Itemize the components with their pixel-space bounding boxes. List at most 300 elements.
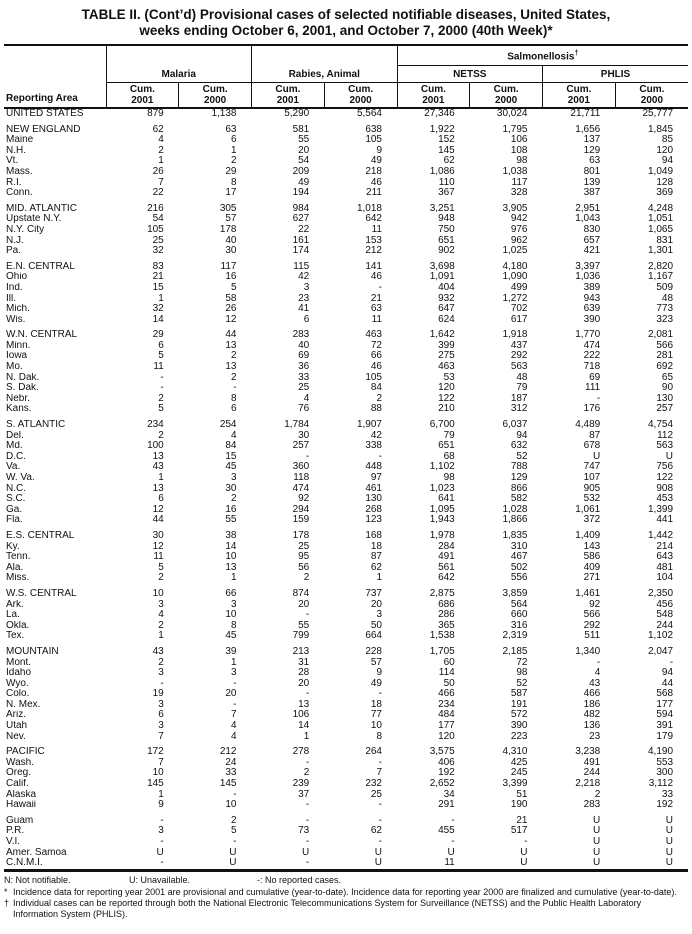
value-cell: 421: [583, 246, 601, 257]
value-cell: 136: [583, 721, 601, 732]
value-cell: 123: [365, 515, 382, 526]
value-cell: 4,180: [502, 261, 528, 272]
value-cell: 643: [656, 552, 674, 563]
value-cell: 831: [656, 235, 674, 246]
table-row: [4, 658, 688, 669]
value-cell: 120: [438, 383, 455, 394]
value-cell: 1: [303, 731, 310, 742]
value-cell: 984: [292, 203, 310, 214]
value-cell: 300: [656, 768, 674, 779]
value-cell: 10: [370, 721, 382, 732]
value-cell: 178: [292, 530, 310, 541]
value-cell: 499: [510, 282, 528, 293]
value-cell: 50: [370, 620, 382, 631]
reporting-area-cell: V.I.: [6, 837, 21, 847]
value-cell: 1,036: [575, 272, 601, 283]
reporting-area-label: Reporting Area: [6, 93, 78, 104]
reporting-area-cell: Md.: [6, 441, 23, 452]
table-row: [4, 600, 688, 611]
table-row: [4, 167, 688, 178]
value-cell: 37: [298, 789, 310, 800]
value-cell: 2: [158, 393, 164, 404]
value-cell: 22: [298, 224, 310, 235]
value-cell: 42: [298, 272, 310, 283]
value-cell: 33: [661, 789, 674, 800]
reporting-area-cell: Hawaii: [6, 800, 37, 811]
value-cell: U: [665, 826, 674, 837]
value-cell: 66: [370, 351, 382, 362]
value-cell: 747: [583, 462, 601, 473]
value-cell: 4,489: [575, 420, 601, 431]
value-cell: 92: [589, 599, 601, 610]
value-cell: 153: [365, 235, 382, 246]
value-cell: 9: [376, 145, 382, 156]
value-cell: 52: [516, 451, 528, 462]
value-cell: 46: [370, 362, 382, 373]
value-cell: 737: [365, 588, 382, 599]
value-cell: 9: [376, 668, 382, 679]
value-cell: 338: [365, 441, 382, 452]
value-cell: 517: [510, 826, 528, 837]
reporting-area-cell: N.H.: [6, 145, 26, 156]
reporting-area-cell: Tex.: [6, 631, 25, 642]
reporting-area-cell: Nev.: [6, 731, 26, 742]
value-cell: 105: [365, 372, 382, 383]
value-cell: 1,656: [575, 124, 601, 135]
table-body: [4, 108, 688, 870]
value-cell: 244: [656, 620, 674, 631]
value-cell: 29: [152, 330, 164, 341]
value-cell: 29: [225, 166, 237, 177]
group-header-rabies-animal: Rabies, Animal: [252, 65, 398, 82]
value-cell: 33: [225, 768, 237, 779]
table-row: [4, 404, 688, 415]
value-cell: 905: [583, 483, 601, 494]
reporting-area-cell: Oreg.: [6, 768, 32, 779]
value-cell: 664: [365, 631, 382, 642]
table-row: [4, 462, 688, 473]
value-cell: 632: [510, 441, 528, 452]
value-cell: 638: [365, 124, 382, 135]
value-cell: 145: [147, 779, 164, 790]
group-header-malaria: Malaria: [106, 65, 252, 82]
value-cell: 20: [225, 689, 237, 700]
value-cell: 14: [152, 314, 164, 325]
value-cell: 177: [656, 699, 674, 710]
value-cell: 264: [365, 747, 382, 758]
value-cell: 1,399: [648, 504, 674, 515]
reporting-area-cell: Mass.: [6, 166, 33, 177]
column-header-cum-2001: Cum. 2001: [397, 82, 470, 108]
value-cell: 218: [365, 166, 382, 177]
value-cell: 40: [298, 340, 310, 351]
value-cell: 678: [583, 441, 601, 452]
value-cell: 117: [511, 177, 528, 188]
value-cell: 1,138: [211, 108, 237, 119]
value-cell: -: [160, 858, 164, 869]
value-cell: -: [160, 815, 164, 826]
reporting-area-cell: Tenn.: [6, 552, 31, 563]
value-cell: 491: [583, 757, 601, 768]
table-row: [4, 146, 688, 157]
value-cell: 1,918: [502, 330, 528, 341]
value-cell: 2,652: [429, 779, 455, 790]
value-cell: 186: [583, 699, 601, 710]
value-cell: 3: [158, 699, 164, 710]
value-cell: -: [669, 657, 674, 668]
value-cell: 390: [583, 314, 601, 325]
value-cell: 214: [656, 541, 674, 552]
value-cell: 44: [661, 678, 674, 689]
value-cell: 799: [292, 631, 310, 642]
table-row: [4, 515, 688, 526]
value-cell: 129: [510, 473, 528, 483]
value-cell: 1,301: [648, 246, 674, 257]
value-cell: 866: [510, 483, 528, 494]
reporting-area-cell: S.C.: [6, 494, 26, 505]
value-cell: 2: [230, 815, 237, 826]
value-cell: 178: [219, 224, 237, 235]
value-cell: -: [378, 757, 382, 768]
value-cell: 26: [225, 304, 237, 315]
value-cell: U: [229, 847, 237, 858]
value-cell: 1,340: [575, 646, 601, 657]
table-row: [4, 573, 688, 584]
footnote-star-symbol: *: [4, 886, 8, 897]
value-cell: 1,943: [429, 515, 455, 526]
value-cell: -: [378, 800, 382, 811]
value-cell: 283: [292, 330, 310, 341]
value-cell: 30: [225, 483, 237, 494]
value-cell: 1,784: [284, 420, 310, 431]
value-cell: 8: [230, 620, 237, 631]
value-cell: 1,061: [575, 504, 601, 515]
value-cell: 3: [158, 826, 164, 837]
value-cell: 32: [152, 246, 164, 257]
value-cell: 43: [152, 646, 164, 657]
value-cell: U: [374, 847, 382, 858]
value-cell: 79: [516, 383, 528, 394]
value-cell: 16: [225, 504, 237, 515]
table-row: [4, 341, 688, 352]
value-cell: 3,905: [502, 203, 528, 214]
value-cell: -: [305, 451, 310, 462]
value-cell: 48: [516, 372, 528, 383]
value-cell: 12: [152, 504, 164, 515]
value-cell: 3,859: [502, 588, 528, 599]
reporting-area-cell: Amer. Samoa: [6, 847, 67, 858]
reporting-area-cell: Calif.: [6, 779, 29, 790]
table-row: [4, 494, 688, 505]
value-cell: 425: [510, 757, 528, 768]
value-cell: 30,024: [496, 108, 528, 119]
reporting-area-cell: UNITED STATES: [6, 108, 84, 119]
value-cell: 2: [158, 430, 164, 441]
reporting-area-cell: Del.: [6, 430, 24, 441]
value-cell: 455: [438, 826, 455, 837]
value-cell: 110: [438, 177, 455, 188]
value-cell: 3: [158, 721, 164, 732]
value-cell: 406: [438, 757, 455, 768]
value-cell: -: [596, 393, 601, 404]
value-cell: 92: [298, 494, 310, 505]
value-cell: 1,835: [502, 530, 528, 541]
value-cell: 55: [298, 620, 310, 631]
value-cell: -: [160, 678, 164, 689]
value-cell: 756: [656, 462, 674, 473]
value-cell: 45: [225, 631, 237, 642]
value-cell: 788: [510, 462, 528, 473]
value-cell: 87: [370, 552, 382, 563]
value-cell: 3,238: [575, 747, 601, 758]
value-cell: 284: [438, 541, 455, 552]
value-cell: 41: [298, 304, 310, 315]
value-cell: 7: [158, 757, 164, 768]
column-header-cum-2001: Cum. 2001: [106, 82, 179, 108]
value-cell: U: [520, 858, 528, 869]
value-cell: 3: [158, 668, 164, 679]
value-cell: 106: [292, 710, 310, 721]
reporting-area-cell: La.: [6, 610, 20, 621]
value-cell: 294: [292, 504, 310, 515]
value-cell: 4: [230, 731, 237, 742]
value-cell: 10: [152, 768, 164, 779]
value-cell: 192: [656, 800, 674, 811]
value-cell: 312: [510, 404, 528, 415]
value-cell: 1,102: [648, 631, 674, 642]
value-cell: 3: [230, 473, 237, 483]
value-cell: 62: [443, 156, 455, 167]
value-cell: 561: [438, 562, 455, 573]
reporting-area-cell: Kans.: [6, 404, 32, 415]
footnote-legend: [4, 875, 688, 886]
value-cell: 168: [365, 530, 382, 541]
value-cell: 1: [230, 573, 237, 584]
value-cell: 6: [303, 314, 310, 325]
table-row: [4, 721, 688, 732]
value-cell: 1,090: [502, 272, 528, 283]
value-cell: U: [593, 837, 601, 847]
value-cell: 11: [371, 224, 382, 235]
value-cell: 25: [370, 789, 382, 800]
value-cell: 1,102: [429, 462, 455, 473]
reporting-area-cell: Ind.: [6, 282, 23, 293]
value-cell: 278: [292, 747, 310, 758]
reporting-area-header: [4, 45, 106, 108]
legend-item: U: Unavailable.: [129, 874, 191, 885]
value-cell: -: [160, 372, 164, 383]
column-header-cum-2000: Cum. 2000: [179, 82, 252, 108]
reporting-area-cell: Ga.: [6, 504, 23, 515]
value-cell: 647: [438, 304, 455, 315]
table-header: [4, 45, 688, 108]
value-cell: 63: [589, 156, 601, 167]
value-cell: 25,777: [642, 108, 674, 119]
value-cell: 179: [656, 731, 674, 742]
value-cell: 286: [438, 610, 455, 621]
value-cell: 5,564: [356, 108, 382, 119]
value-cell: 365: [438, 620, 455, 631]
value-cell: 212: [219, 747, 237, 758]
value-cell: 98: [443, 473, 455, 483]
value-cell: 20: [298, 145, 310, 156]
value-cell: 1,770: [575, 330, 601, 341]
value-cell: 94: [516, 430, 528, 441]
value-cell: 509: [656, 282, 674, 293]
value-cell: 292: [510, 351, 528, 362]
value-cell: 830: [583, 224, 601, 235]
value-cell: 391: [656, 721, 674, 732]
value-cell: 2: [158, 573, 164, 584]
column-header-cum-2001: Cum. 2001: [543, 82, 616, 108]
value-cell: 372: [583, 515, 601, 526]
value-cell: 651: [438, 235, 455, 246]
table-row: [4, 790, 688, 801]
reporting-area-cell: Ala.: [6, 562, 24, 573]
value-cell: 13: [225, 362, 237, 373]
value-cell: 21: [152, 272, 164, 283]
value-cell: 453: [656, 494, 674, 505]
reporting-area-cell: Colo.: [6, 689, 30, 700]
value-cell: 2: [376, 393, 382, 404]
value-cell: 502: [510, 562, 528, 573]
value-cell: 962: [510, 235, 528, 246]
value-cell: -: [160, 837, 164, 847]
value-cell: 94: [661, 668, 674, 679]
value-cell: 257: [292, 441, 310, 452]
reporting-area-cell: N.Y. City: [6, 224, 45, 235]
value-cell: 32: [152, 304, 164, 315]
value-cell: 482: [583, 710, 601, 721]
value-cell: 639: [583, 304, 601, 315]
value-cell: 209: [292, 166, 310, 177]
value-cell: 56: [298, 562, 310, 573]
value-cell: 404: [438, 282, 455, 293]
value-cell: 3,399: [502, 779, 528, 790]
value-cell: 118: [293, 473, 310, 483]
reporting-area-cell: W. Va.: [6, 473, 35, 483]
value-cell: -: [305, 837, 310, 847]
value-cell: U: [593, 815, 601, 826]
value-cell: 5,290: [284, 108, 310, 119]
value-cell: 106: [510, 135, 528, 146]
value-cell: 1,086: [429, 166, 455, 177]
value-cell: 104: [656, 573, 674, 584]
value-cell: 702: [510, 304, 528, 315]
value-cell: 20: [298, 678, 310, 689]
table-row: [4, 362, 688, 373]
value-cell: -: [305, 610, 310, 621]
table-row: [4, 304, 688, 315]
legend-item: -: No reported cases.: [257, 874, 342, 885]
value-cell: 5: [158, 351, 164, 362]
value-cell: 137: [583, 135, 601, 146]
value-cell: 1,091: [429, 272, 455, 283]
value-cell: 275: [438, 351, 455, 362]
value-cell: 28: [298, 668, 310, 679]
table-row: [4, 679, 688, 690]
value-cell: 582: [510, 494, 528, 505]
value-cell: 55: [298, 135, 310, 146]
value-cell: U: [665, 837, 674, 847]
value-cell: 1: [158, 156, 164, 167]
value-cell: 369: [656, 188, 674, 199]
value-cell: 466: [583, 689, 601, 700]
group-header-phlis: PHLIS: [543, 65, 689, 82]
value-cell: 210: [438, 404, 455, 415]
value-cell: 177: [438, 721, 455, 732]
value-cell: 1,025: [502, 246, 528, 257]
value-cell: 367: [438, 188, 455, 199]
table-row: [4, 383, 688, 394]
value-cell: 5: [158, 562, 164, 573]
value-cell: U: [447, 847, 455, 858]
table-row: [4, 283, 688, 294]
value-cell: 16: [225, 272, 237, 283]
salmonellosis-header: [397, 45, 688, 65]
salmonellosis-dagger: †: [574, 50, 579, 58]
value-cell: 73: [298, 826, 310, 837]
value-cell: 24: [225, 757, 237, 768]
reporting-area-cell: C.N.M.I.: [6, 858, 43, 869]
reporting-area-cell: Ark.: [6, 599, 24, 610]
value-cell: 223: [510, 731, 528, 742]
value-cell: 2: [230, 156, 237, 167]
reporting-area-cell: E.S. CENTRAL: [6, 530, 75, 541]
reporting-area-cell: N. Mex.: [6, 699, 41, 710]
value-cell: 1: [376, 573, 382, 584]
table-row: [4, 858, 688, 870]
value-cell: 448: [365, 462, 382, 473]
table-row: [4, 236, 688, 247]
value-cell: 111: [585, 383, 601, 394]
value-cell: -: [305, 858, 310, 869]
reporting-area-cell: S. ATLANTIC: [6, 420, 66, 431]
value-cell: 11: [153, 552, 164, 563]
value-cell: 4: [230, 430, 237, 441]
table-row: [4, 315, 688, 326]
value-cell: 1: [230, 145, 237, 156]
value-cell: 7: [230, 710, 237, 721]
reporting-area-cell: W.S. CENTRAL: [6, 588, 77, 599]
value-cell: -: [378, 815, 382, 826]
value-cell: 79: [443, 430, 455, 441]
reporting-area-cell: W.N. CENTRAL: [6, 330, 78, 341]
value-cell: 23: [298, 293, 310, 304]
value-cell: 1,023: [429, 483, 455, 494]
value-cell: 292: [583, 620, 601, 631]
reporting-area-cell: Nebr.: [6, 393, 30, 404]
table-row: [4, 246, 688, 257]
value-cell: 1,272: [502, 293, 528, 304]
reporting-area-cell: Ariz.: [6, 710, 26, 721]
value-cell: 7: [158, 177, 164, 188]
value-cell: 1,051: [648, 214, 674, 225]
value-cell: 1: [230, 657, 237, 668]
value-cell: 409: [583, 562, 601, 573]
value-cell: U: [374, 858, 382, 869]
value-cell: 27,346: [424, 108, 455, 119]
value-cell: 62: [370, 826, 382, 837]
value-cell: 566: [583, 610, 601, 621]
value-cell: 283: [583, 800, 601, 811]
value-cell: 5: [230, 826, 237, 837]
reporting-area-cell: Alaska: [6, 789, 37, 800]
value-cell: 45: [225, 462, 237, 473]
value-cell: -: [233, 383, 237, 394]
value-cell: U: [520, 847, 528, 858]
value-cell: 773: [656, 304, 674, 315]
